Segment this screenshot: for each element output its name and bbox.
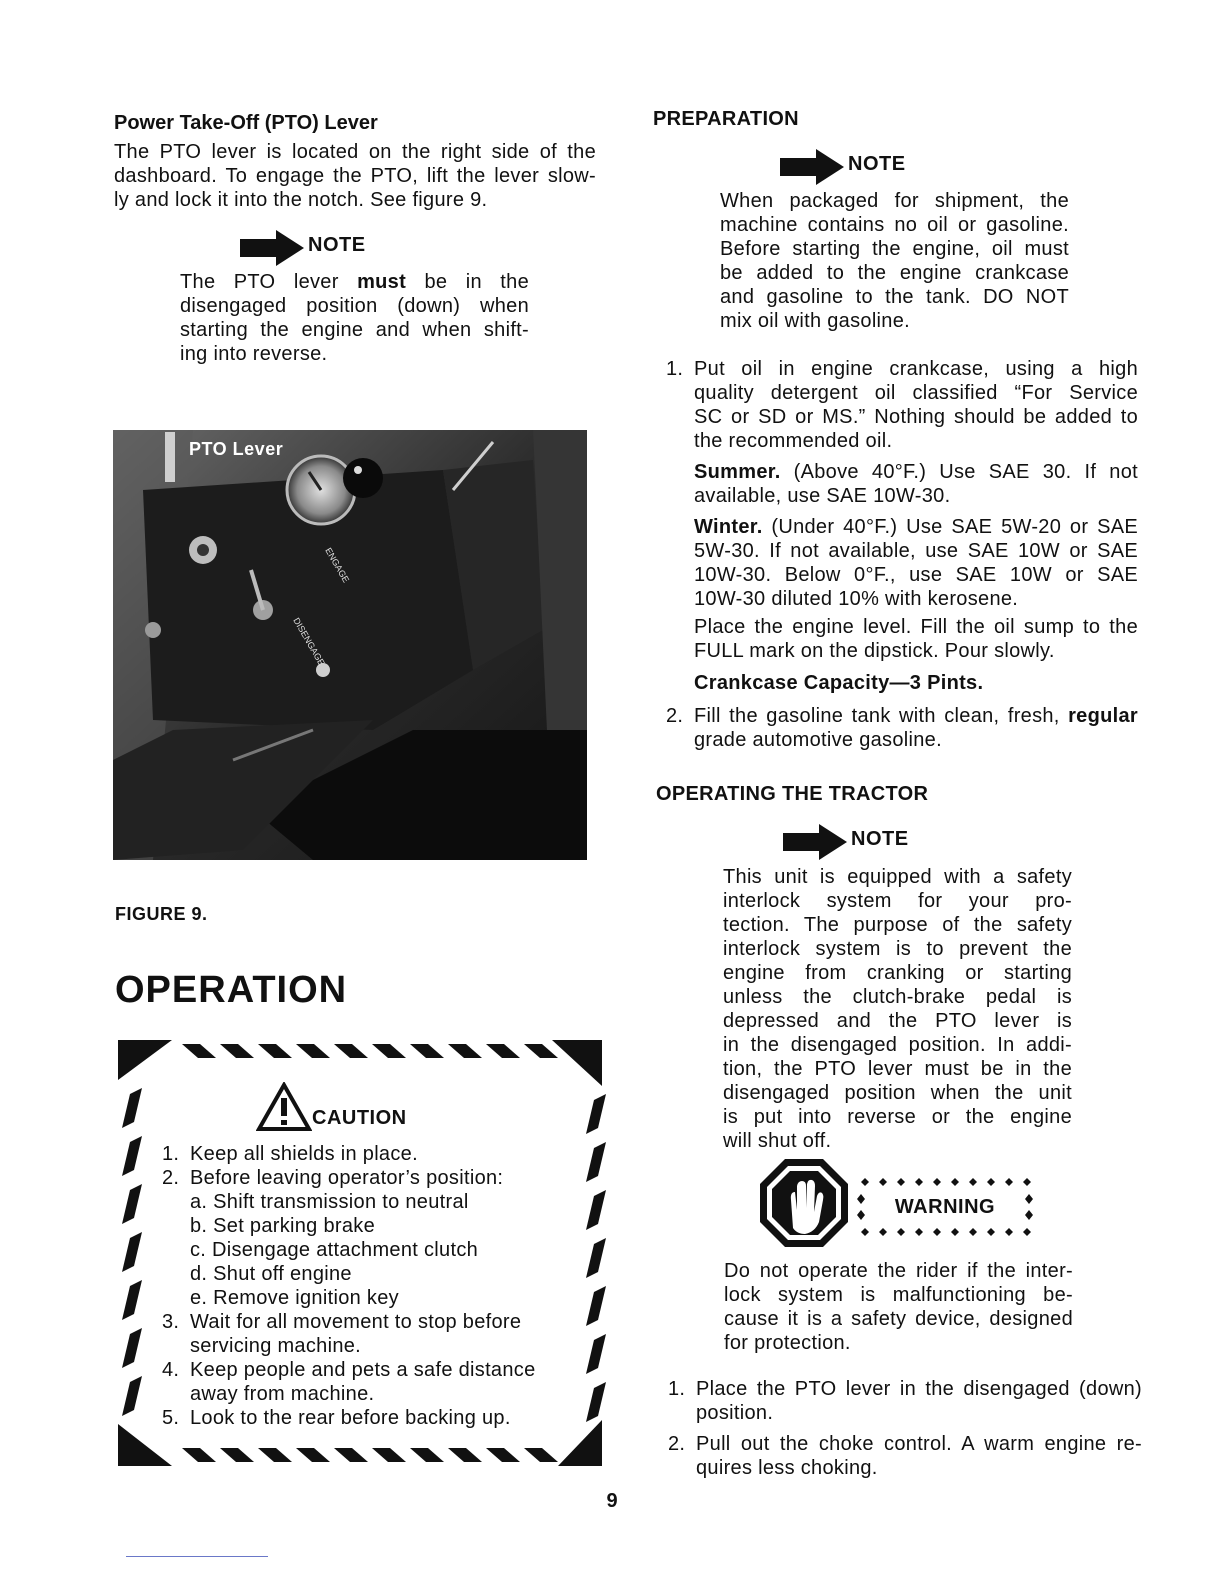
pto-heading: Power Take-Off (PTO) Lever bbox=[114, 112, 378, 134]
note-line: disengaged position when the unit bbox=[723, 1082, 1072, 1104]
engine-level-text bbox=[694, 615, 1138, 663]
operating-heading: OPERATING THE TRACTOR bbox=[656, 783, 929, 805]
step-number: 1. bbox=[668, 1378, 686, 1400]
winter-line: 5W-30. If not available, use SAE 10W or SAE bbox=[694, 540, 1138, 562]
warning-line: Do not operate the rider if the inter- bbox=[724, 1260, 1073, 1282]
svg-text:ENGAGE: ENGAGE bbox=[323, 546, 352, 585]
preparation-note-body bbox=[720, 189, 1069, 333]
item-number: 4. bbox=[162, 1359, 180, 1381]
note-line: is put into reverse or the engine bbox=[723, 1106, 1072, 1128]
step-number: 2. bbox=[666, 705, 684, 727]
note-text: The PTO lever bbox=[180, 271, 358, 293]
footer-rule bbox=[126, 1556, 268, 1557]
pto-para-line: dashboard. To engage the PTO, lift the lever slow- bbox=[114, 165, 596, 187]
item-text: Keep all shields in place. bbox=[190, 1143, 418, 1165]
item-number: 5. bbox=[162, 1407, 180, 1429]
arrow-right-icon bbox=[240, 228, 304, 268]
winter-text: (Under 40°F.) Use SAE 5W-20 or SAE bbox=[762, 516, 1138, 538]
note-line: depressed and the PTO lever is bbox=[723, 1010, 1072, 1032]
step-line: quality detergent oil classified “For Service bbox=[694, 382, 1138, 404]
warning-label: WARNING bbox=[894, 1196, 996, 1218]
note-emphasis: must bbox=[357, 271, 407, 293]
preparation-heading: PREPARATION bbox=[653, 108, 799, 130]
svg-text:DISENGAGE: DISENGAGE bbox=[291, 616, 327, 668]
warning-body bbox=[724, 1259, 1073, 1355]
pto-note-line: disengaged position (down) when bbox=[180, 295, 529, 317]
note-line: interlock system is to prevent the bbox=[723, 938, 1072, 960]
winter-line: 10W-30 diluted 10% with kerosene. bbox=[694, 588, 1019, 610]
pto-note-line: starting the engine and when shift- bbox=[180, 319, 529, 341]
warning-line: lock system is malfunctioning be- bbox=[724, 1284, 1073, 1306]
note-line: and gasoline to the tank. DO NOT bbox=[720, 286, 1069, 308]
note-label: NOTE bbox=[848, 152, 906, 175]
step-line: position. bbox=[696, 1402, 774, 1424]
step-line: grade automotive gasoline. bbox=[694, 729, 942, 751]
note-line: mix oil with gasoline. bbox=[720, 310, 911, 332]
pto-lever-photo bbox=[113, 430, 587, 860]
item-text: Before leaving operator’s position: bbox=[190, 1167, 504, 1189]
step-number: 1. bbox=[666, 358, 684, 380]
caution-triangle-icon bbox=[256, 1082, 312, 1132]
item-number: 2. bbox=[162, 1167, 180, 1189]
step-line: SC or SD or MS.” Nothing should be added to bbox=[694, 406, 1138, 428]
step-line: Put oil in engine crankcase, using a high bbox=[694, 358, 1138, 380]
note-line: tection. The purpose of the safety bbox=[723, 914, 1072, 936]
pto-para-line: ly and lock it into the notch. See figure 9. bbox=[114, 189, 488, 211]
item-text: d. Shut off engine bbox=[190, 1263, 352, 1285]
step-text-part: Fill the gasoline tank with clean, fresh, bbox=[694, 705, 1069, 727]
note-line: This unit is equipped with a safety bbox=[723, 866, 1072, 888]
step-line: the recommended oil. bbox=[694, 430, 893, 452]
photo-label: PTO Lever bbox=[189, 439, 284, 459]
operation-title: OPERATION bbox=[115, 969, 348, 1011]
item-text: e. Remove ignition key bbox=[190, 1287, 399, 1309]
pto-note-body bbox=[180, 270, 529, 366]
summer-oil-spec bbox=[694, 460, 1138, 508]
item-text: Wait for all movement to stop before bbox=[190, 1311, 522, 1333]
item-text: c. Disengage attachment clutch bbox=[190, 1239, 479, 1261]
note-line: in the disengaged position. In addi- bbox=[723, 1034, 1072, 1056]
note-line: machine contains no oil or gasoline. bbox=[720, 214, 1069, 236]
arrow-right-icon bbox=[780, 147, 844, 187]
note-line: Before starting the engine, oil must bbox=[720, 238, 1069, 260]
pto-note-line: ing into reverse. bbox=[180, 343, 328, 365]
step-text bbox=[696, 1432, 1142, 1480]
summer-line: available, use SAE 10W-30. bbox=[694, 485, 951, 507]
step-number: 2. bbox=[668, 1433, 686, 1455]
step-emphasis: regular bbox=[1068, 705, 1138, 727]
step-text bbox=[694, 704, 1138, 752]
operating-note-header bbox=[783, 822, 909, 862]
summer-text: (Above 40°F.) Use SAE 30. If not bbox=[780, 461, 1138, 483]
winter-line bbox=[694, 515, 1138, 539]
winter-label: Winter. bbox=[694, 516, 763, 538]
note-line: engine from cranking or starting bbox=[723, 962, 1072, 984]
warning-line: cause it is a safety device, designed bbox=[724, 1308, 1073, 1330]
note-line: tion, the PTO lever must be in the bbox=[723, 1058, 1072, 1080]
summer-line bbox=[694, 460, 1138, 484]
pto-note-header bbox=[240, 228, 366, 268]
step-line: quires less choking. bbox=[696, 1457, 878, 1479]
item-text: b. Set parking brake bbox=[190, 1215, 375, 1237]
item-number: 3. bbox=[162, 1311, 180, 1333]
pto-paragraph bbox=[114, 140, 596, 212]
page-number: 9 bbox=[606, 1490, 618, 1512]
item-text: away from machine. bbox=[190, 1383, 375, 1405]
item-text: servicing machine. bbox=[190, 1335, 362, 1357]
note-label: NOTE bbox=[851, 827, 909, 850]
item-text: a. Shift transmission to neutral bbox=[190, 1191, 469, 1213]
note-line: be added to the engine crankcase bbox=[720, 262, 1069, 284]
pto-para-line: The PTO lever is located on the right side of the bbox=[114, 141, 596, 163]
winter-oil-spec bbox=[694, 515, 1138, 611]
level-line: FULL mark on the dipstick. Pour slowly. bbox=[694, 640, 1055, 662]
caution-label: CAUTION bbox=[312, 1107, 407, 1129]
summer-label: Summer. bbox=[694, 461, 781, 483]
note-line: will shut off. bbox=[723, 1130, 832, 1152]
arrow-right-icon bbox=[783, 822, 847, 862]
note-label: NOTE bbox=[308, 233, 366, 256]
step-text bbox=[696, 1377, 1142, 1425]
item-text: Keep people and pets a safe distance bbox=[190, 1359, 536, 1381]
figure-caption: FIGURE 9. bbox=[115, 904, 208, 924]
step-text bbox=[694, 357, 1138, 453]
pto-note-line bbox=[180, 270, 529, 294]
item-number: 1. bbox=[162, 1143, 180, 1165]
step-line bbox=[694, 704, 1138, 728]
operating-note-body bbox=[723, 865, 1072, 1153]
note-text: be in the bbox=[406, 271, 529, 293]
item-text: Look to the rear before backing up. bbox=[190, 1407, 511, 1429]
crankcase-capacity: Crankcase Capacity—3 Pints. bbox=[694, 672, 984, 694]
stop-hand-icon bbox=[757, 1156, 851, 1250]
warning-line: for protection. bbox=[724, 1332, 851, 1354]
step-line: Place the PTO lever in the disengaged (down) bbox=[696, 1378, 1142, 1400]
winter-line: 10W-30. Below 0°F., use SAE 10W or SAE bbox=[694, 564, 1138, 586]
note-line: unless the clutch-brake pedal is bbox=[723, 986, 1072, 1008]
preparation-note-header bbox=[780, 147, 906, 187]
level-line: Place the engine level. Fill the oil sump to the bbox=[694, 616, 1138, 638]
note-line: interlock system for your pro- bbox=[723, 890, 1072, 912]
note-line: When packaged for shipment, the bbox=[720, 190, 1069, 212]
step-line: Pull out the choke control. A warm engine re- bbox=[696, 1433, 1142, 1455]
